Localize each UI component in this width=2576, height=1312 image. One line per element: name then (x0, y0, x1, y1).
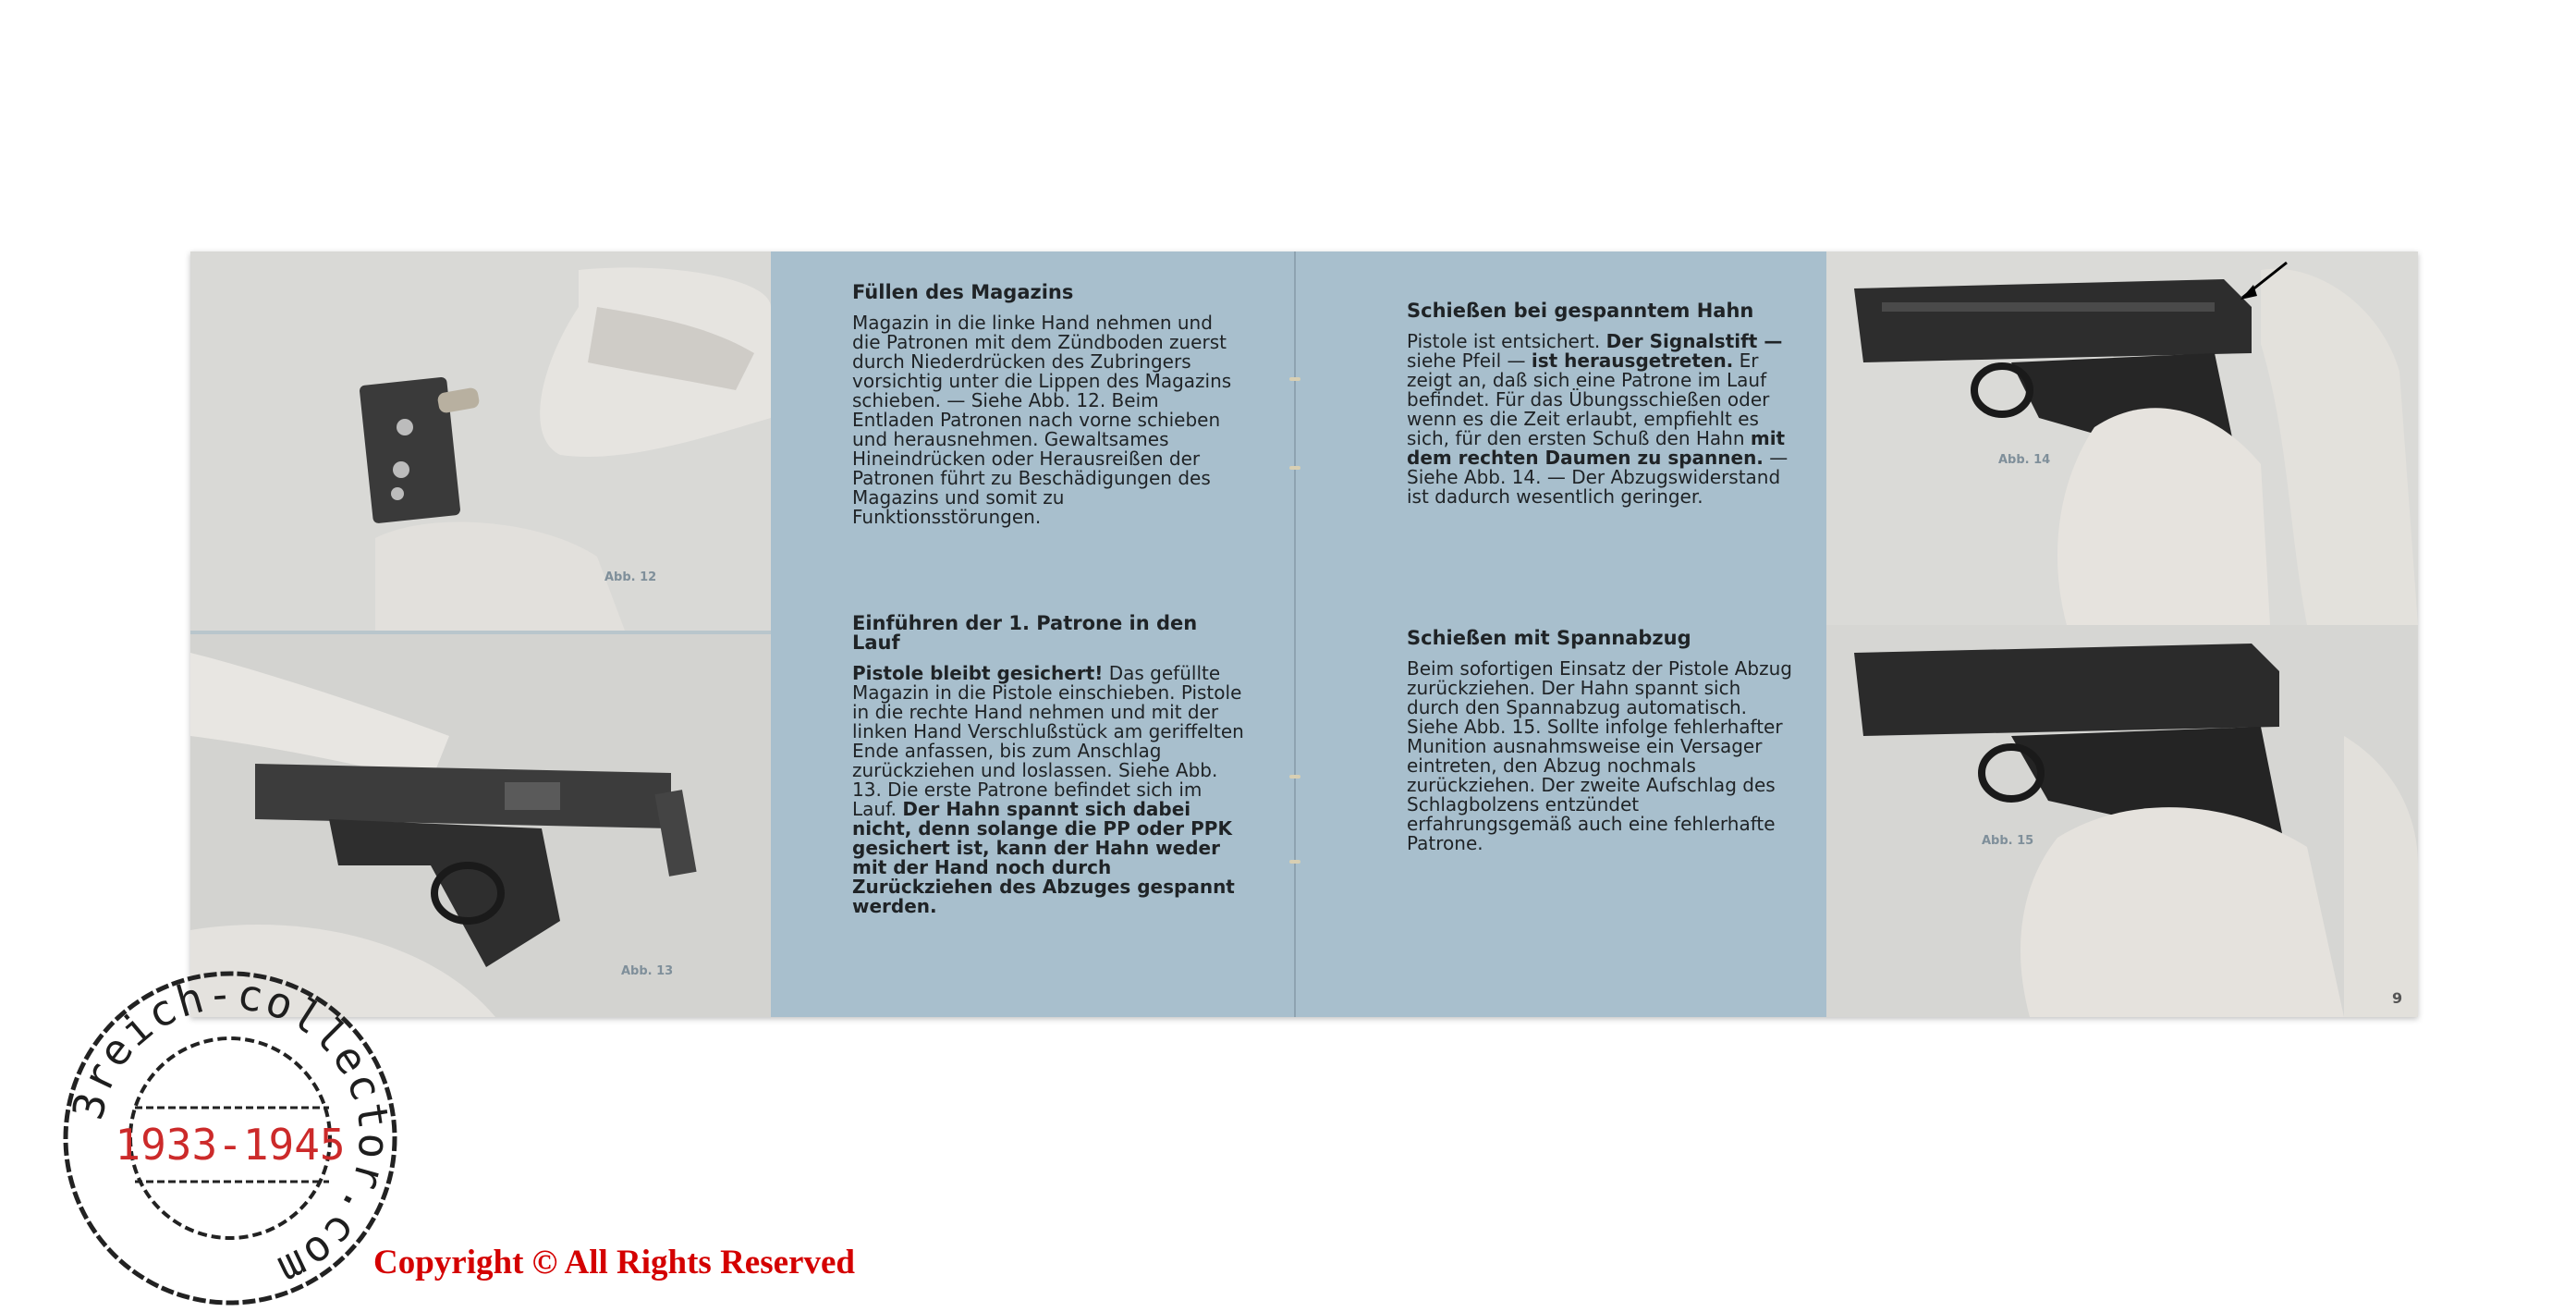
body-fuellen-magazins: Magazin in die linke Hand nehmen und die Patronen mit dem Zündboden zuerst durch Niederdrücken des Zubringers vorsichtig unter die Lippen des Magazins schieben. — Siehe Abb. 12. Beim Entladen Patronen nach vorne schieben und herausnehmen. Gewaltsames Hineindrücken oder Herausreißen der Patronen führt zu Beschädigungen des Magazins und somit zu Funktionsstörungen. (852, 312, 1232, 528)
collector-stamp (61, 969, 399, 1307)
bold-signalstift: Der Signalstift — (1605, 330, 1783, 352)
stamp-years: 1933-1945 (115, 1120, 346, 1170)
body-gespanntem-hahn (1407, 332, 1795, 507)
staple-upper-middle (1289, 466, 1300, 470)
booklet-spread (190, 251, 2418, 1017)
copyright-notice: Copyright © All Rights Reserved (373, 1244, 855, 1281)
staple-top (1289, 377, 1300, 381)
text-entsichert: Pistole ist entsichert. (1407, 330, 1606, 352)
staple-bottom (1289, 860, 1300, 864)
photo-filling-magazine (190, 251, 771, 631)
bold-pistole-gesichert: Pistole bleibt gesichert! (852, 662, 1104, 684)
photo-cocked-hammer (1826, 251, 2418, 625)
heading-fuellen-magazins: Füllen des Magazins (852, 281, 1074, 303)
pistol-slide-illustration (190, 634, 771, 1017)
staple-lower-middle (1289, 775, 1300, 779)
heading-gespanntem-hahn: Schießen bei gespanntem Hahn (1407, 300, 1754, 322)
figure-label-abb13: Abb. 13 (621, 964, 674, 978)
photo-double-action (1826, 625, 2418, 1017)
booklet-spine (1294, 251, 1296, 1017)
heading-erste-patrone: Einführen der 1. Patrone in den Lauf (852, 612, 1198, 654)
text-zeigt-an: Er zeigt an, daß sich eine Patrone im Lauf befindet. Für das Übungsschießen oder wenn es die Zeit erlaubt, empfiehlt es sich, für den ersten Schuß den Hahn (1407, 349, 1770, 449)
left-text-section-2 (852, 614, 1244, 916)
hand-magazine-illustration (190, 251, 771, 631)
body-spannabzug: Beim sofortigen Einsatz der Pistole Abzug zurückziehen. Der Hahn spannt sich durch den Spannabzug automatisch. Siehe Abb. 15. Sollte infolge fehlerhafter Munition ausnahmsweise ein Versager eintreten, den Abzug nochmals zurückziehen. Der zweite Aufschlag des Schlagbolzens entzündet erfahrungsgemäß auch eine fehlerhafte Patrone. (1407, 657, 1792, 854)
page-number: 9 (2392, 989, 2403, 1007)
stamp-seal-graphic (61, 969, 399, 1307)
bold-daumen-spannen: mit dem rechten Daumen zu spannen. (1407, 427, 1786, 469)
text-abzugswiderstand: — Siehe Abb. 14. — Der Abzugswiderstand ist dadurch wesentlich geringer. (1407, 447, 1789, 508)
bold-herausgetreten: ist herausgetreten. (1531, 349, 1734, 372)
right-text-section-1 (1407, 301, 1795, 507)
right-text-section-2 (1407, 629, 1795, 853)
pistol-trigger-illustration (1826, 625, 2418, 1017)
text-siehe-pfeil: siehe Pfeil — (1407, 349, 1532, 372)
left-text-section-1 (852, 283, 1244, 527)
body-erste-patrone (852, 664, 1244, 916)
photo-loading-pistol (190, 634, 771, 1017)
stamp-ring-text: 3reich-collector.com (62, 969, 399, 1297)
pistol-cocked-illustration (1826, 251, 2418, 625)
bold-hahn-spannt-nicht: Der Hahn spannt sich dabei nicht, denn solange die PP oder PPK gesichert ist, kann der Hahn weder mit der Hand noch durch Zurückziehen des Abzuges gespannt werden. (852, 798, 1235, 917)
figure-label-abb14: Abb. 14 (1998, 453, 2051, 467)
heading-spannabzug: Schießen mit Spannabzug (1407, 627, 1691, 649)
figure-label-abb15: Abb. 15 (1982, 834, 2034, 848)
figure-label-abb12: Abb. 12 (604, 570, 657, 584)
text-erste-patrone: Das gefüllte Magazin in die Pistole einschieben. Pistole in die rechte Hand nehmen und mit der linken Hand Verschlußstück am geriffelten Ende anfassen, bis zum Anschlag zurückziehen und loslassen. Siehe Abb. 13. Die erste Patrone befindet sich im Lauf. (852, 662, 1244, 820)
